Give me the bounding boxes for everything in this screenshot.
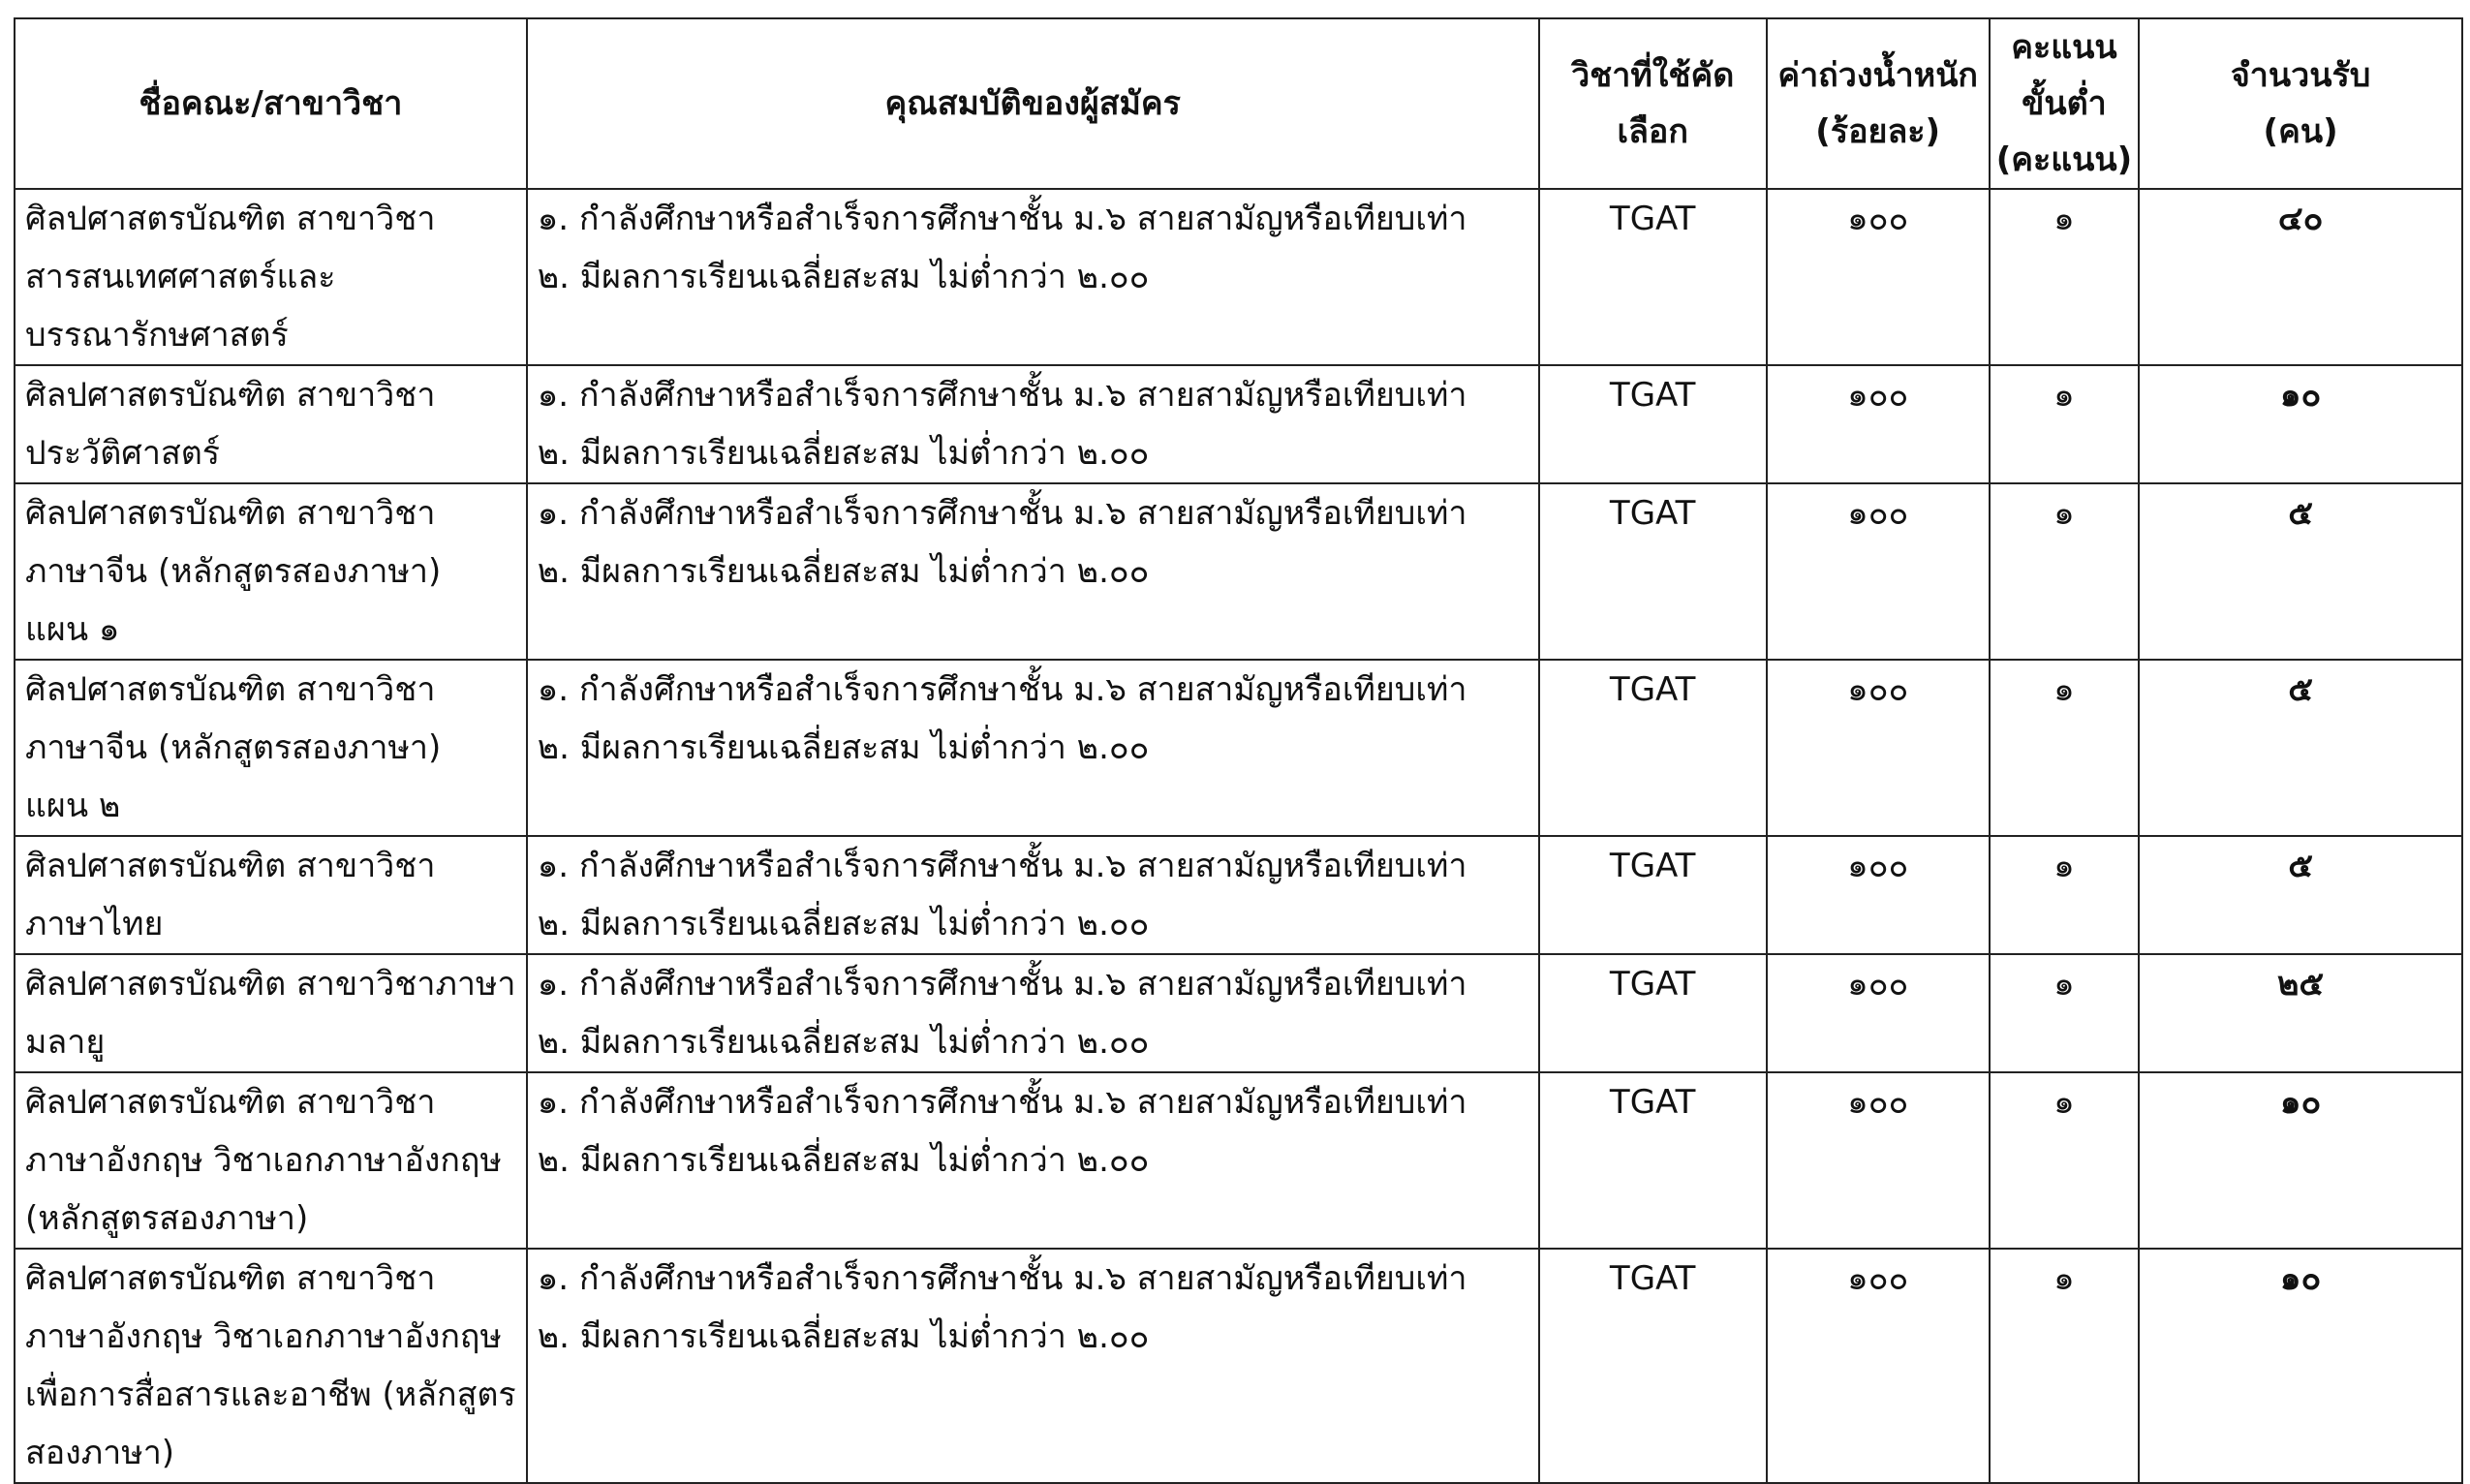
quota-cell: ๑๐ <box>2139 1072 2462 1249</box>
program-cell-line: ศิลปศาสตรบัณฑิต สาขาวิชา <box>25 376 436 415</box>
qualifications-cell-line: ๒. มีผลการเรียนเฉลี่ยสะสม ไม่ต่ำกว่า ๒.๐๐ <box>537 905 1150 943</box>
weight-cell: ๑๐๐ <box>1767 1249 1990 1483</box>
header-line: จำนวนรับ <box>2230 56 2371 95</box>
program-cell-line: ศิลปศาสตรบัณฑิต สาขาวิชา <box>25 1259 436 1298</box>
qualifications-cell-line: ๑. กำลังศึกษาหรือสำเร็จการศึกษาชั้น ม.๖ สายสามัญหรือเทียบเท่า <box>537 670 1467 709</box>
program-cell-line: บรรณารักษศาสตร์ <box>25 316 289 355</box>
qualifications-cell <box>527 954 1539 1072</box>
quota-cell: ๑๐ <box>2139 365 2462 483</box>
quota-cell: ๕ <box>2139 836 2462 954</box>
qualifications-cell-line: ๑. กำลังศึกษาหรือสำเร็จการศึกษาชั้น ม.๖ สายสามัญหรือเทียบเท่า <box>537 965 1467 1004</box>
subject-cell: TGAT <box>1539 1072 1767 1249</box>
table-body <box>15 189 2462 1483</box>
program-cell-line: ภาษาจีน (หลักสูตรสองภาษา) <box>25 728 442 767</box>
qualifications-cell-line: ๒. มีผลการเรียนเฉลี่ยสะสม ไม่ต่ำกว่า ๒.๐๐ <box>537 1023 1150 1062</box>
header-line: ชื่อคณะ/สาขาวิชา <box>139 84 403 123</box>
program-cell-line: ภาษาอังกฤษ วิชาเอกภาษาอังกฤษ <box>25 1141 502 1180</box>
qualifications-cell <box>527 483 1539 660</box>
qualifications-cell-line: ๒. มีผลการเรียนเฉลี่ยสะสม ไม่ต่ำกว่า ๒.๐๐ <box>537 1317 1150 1356</box>
program-cell-line: สารสนเทศศาสตร์และ <box>25 258 336 296</box>
header-min-score <box>1990 18 2139 189</box>
subject-cell: TGAT <box>1539 483 1767 660</box>
qualifications-cell-line: ๒. มีผลการเรียนเฉลี่ยสะสม ไม่ต่ำกว่า ๒.๐๐ <box>537 728 1150 767</box>
subject-cell: TGAT <box>1539 365 1767 483</box>
header-line: วิชาที่ใช้คัดเลือก <box>1571 56 1735 151</box>
program-cell-line: ศิลปศาสตรบัณฑิต สาขาวิชา <box>25 670 436 709</box>
subject-cell: TGAT <box>1539 189 1767 365</box>
program-cell <box>15 954 527 1072</box>
quota-cell: ๕ <box>2139 660 2462 836</box>
min-score-cell: ๑ <box>1990 365 2139 483</box>
min-score-cell: ๑ <box>1990 836 2139 954</box>
program-cell <box>15 189 527 365</box>
subject-cell: TGAT <box>1539 954 1767 1072</box>
header-line: (คน) <box>2263 112 2338 151</box>
table-row <box>15 189 2462 365</box>
qualifications-cell-line: ๒. มีผลการเรียนเฉลี่ยสะสม ไม่ต่ำกว่า ๒.๐๐ <box>537 258 1150 296</box>
header-row <box>15 18 2462 189</box>
quota-cell: ๔๐ <box>2139 189 2462 365</box>
header-quota <box>2139 18 2462 189</box>
program-cell-line: มลายู <box>25 1023 106 1062</box>
program-cell-line: เพื่อการสื่อสารและอาชีพ (หลักสูตร <box>25 1376 516 1414</box>
header-line: (ร้อยละ) <box>1815 112 1941 151</box>
table-row <box>15 836 2462 954</box>
program-cell <box>15 1249 527 1483</box>
header-line: คะแนนขั้นต่ำ <box>2011 28 2117 123</box>
qualifications-cell-line: ๒. มีผลการเรียนเฉลี่ยสะสม ไม่ต่ำกว่า ๒.๐๐ <box>537 1141 1150 1180</box>
header-subject <box>1539 18 1767 189</box>
qualifications-cell-line: ๒. มีผลการเรียนเฉลี่ยสะสม ไม่ต่ำกว่า ๒.๐๐ <box>537 552 1150 591</box>
quota-cell: ๒๕ <box>2139 954 2462 1072</box>
min-score-cell: ๑ <box>1990 660 2139 836</box>
subject-cell: TGAT <box>1539 660 1767 836</box>
weight-cell: ๑๐๐ <box>1767 836 1990 954</box>
header-line: (คะแนน) <box>1995 140 2133 179</box>
weight-cell: ๑๐๐ <box>1767 483 1990 660</box>
min-score-cell: ๑ <box>1990 954 2139 1072</box>
program-cell-line: ภาษาจีน (หลักสูตรสองภาษา) <box>25 552 442 591</box>
table-row <box>15 365 2462 483</box>
qualifications-cell <box>527 189 1539 365</box>
qualifications-cell-line: ๑. กำลังศึกษาหรือสำเร็จการศึกษาชั้น ม.๖ สายสามัญหรือเทียบเท่า <box>537 1259 1467 1298</box>
weight-cell: ๑๐๐ <box>1767 660 1990 836</box>
qualifications-cell <box>527 365 1539 483</box>
quota-cell: ๕ <box>2139 483 2462 660</box>
program-cell-line: ภาษาอังกฤษ วิชาเอกภาษาอังกฤษ <box>25 1317 502 1356</box>
qualifications-cell <box>527 1249 1539 1483</box>
program-cell-line: ศิลปศาสตรบัณฑิต สาขาวิชา <box>25 1083 436 1122</box>
header-qualifications <box>527 18 1539 189</box>
program-cell <box>15 483 527 660</box>
program-cell <box>15 660 527 836</box>
subject-cell: TGAT <box>1539 836 1767 954</box>
header-program <box>15 18 527 189</box>
subject-cell: TGAT <box>1539 1249 1767 1483</box>
weight-cell: ๑๐๐ <box>1767 189 1990 365</box>
table-row <box>15 660 2462 836</box>
program-cell-line: แผน ๒ <box>25 787 121 825</box>
program-cell-line: ศิลปศาสตรบัณฑิต สาขาวิชา <box>25 494 436 533</box>
program-cell-line: (หลักสูตรสองภาษา) <box>25 1199 309 1238</box>
quota-cell: ๑๐ <box>2139 1249 2462 1483</box>
header-weight <box>1767 18 1990 189</box>
qualifications-cell <box>527 660 1539 836</box>
program-cell-line: ศิลปศาสตรบัณฑิต สาขาวิชาภาษา <box>25 965 516 1004</box>
weight-cell: ๑๐๐ <box>1767 954 1990 1072</box>
header-line: ค่าถ่วงน้ำหนัก <box>1777 56 1979 95</box>
min-score-cell: ๑ <box>1990 189 2139 365</box>
qualifications-cell-line: ๒. มีผลการเรียนเฉลี่ยสะสม ไม่ต่ำกว่า ๒.๐๐ <box>537 434 1150 473</box>
qualifications-cell-line: ๑. กำลังศึกษาหรือสำเร็จการศึกษาชั้น ม.๖ สายสามัญหรือเทียบเท่า <box>537 494 1467 533</box>
weight-cell: ๑๐๐ <box>1767 1072 1990 1249</box>
program-cell-line: ศิลปศาสตรบัณฑิต สาขาวิชา <box>25 847 436 885</box>
program-cell <box>15 836 527 954</box>
min-score-cell: ๑ <box>1990 483 2139 660</box>
min-score-cell: ๑ <box>1990 1249 2139 1483</box>
admission-table <box>14 17 2463 1484</box>
qualifications-cell-line: ๑. กำลังศึกษาหรือสำเร็จการศึกษาชั้น ม.๖ สายสามัญหรือเทียบเท่า <box>537 376 1467 415</box>
table-row <box>15 483 2462 660</box>
weight-cell: ๑๐๐ <box>1767 365 1990 483</box>
qualifications-cell-line: ๑. กำลังศึกษาหรือสำเร็จการศึกษาชั้น ม.๖ สายสามัญหรือเทียบเท่า <box>537 1083 1467 1122</box>
qualifications-cell <box>527 1072 1539 1249</box>
program-cell <box>15 365 527 483</box>
table-row <box>15 954 2462 1072</box>
table-row <box>15 1249 2462 1483</box>
min-score-cell: ๑ <box>1990 1072 2139 1249</box>
table-row <box>15 1072 2462 1249</box>
header-line: คุณสมบัติของผู้สมัคร <box>884 84 1181 123</box>
program-cell <box>15 1072 527 1249</box>
qualifications-cell-line: ๑. กำลังศึกษาหรือสำเร็จการศึกษาชั้น ม.๖ สายสามัญหรือเทียบเท่า <box>537 200 1467 238</box>
qualifications-cell-line: ๑. กำลังศึกษาหรือสำเร็จการศึกษาชั้น ม.๖ สายสามัญหรือเทียบเท่า <box>537 847 1467 885</box>
program-cell-line: แผน ๑ <box>25 610 120 649</box>
program-cell-line: ศิลปศาสตรบัณฑิต สาขาวิชา <box>25 200 436 238</box>
program-cell-line: สองภาษา) <box>25 1434 175 1472</box>
program-cell-line: ประวัติศาสตร์ <box>25 434 221 473</box>
program-cell-line: ภาษาไทย <box>25 905 164 943</box>
qualifications-cell <box>527 836 1539 954</box>
